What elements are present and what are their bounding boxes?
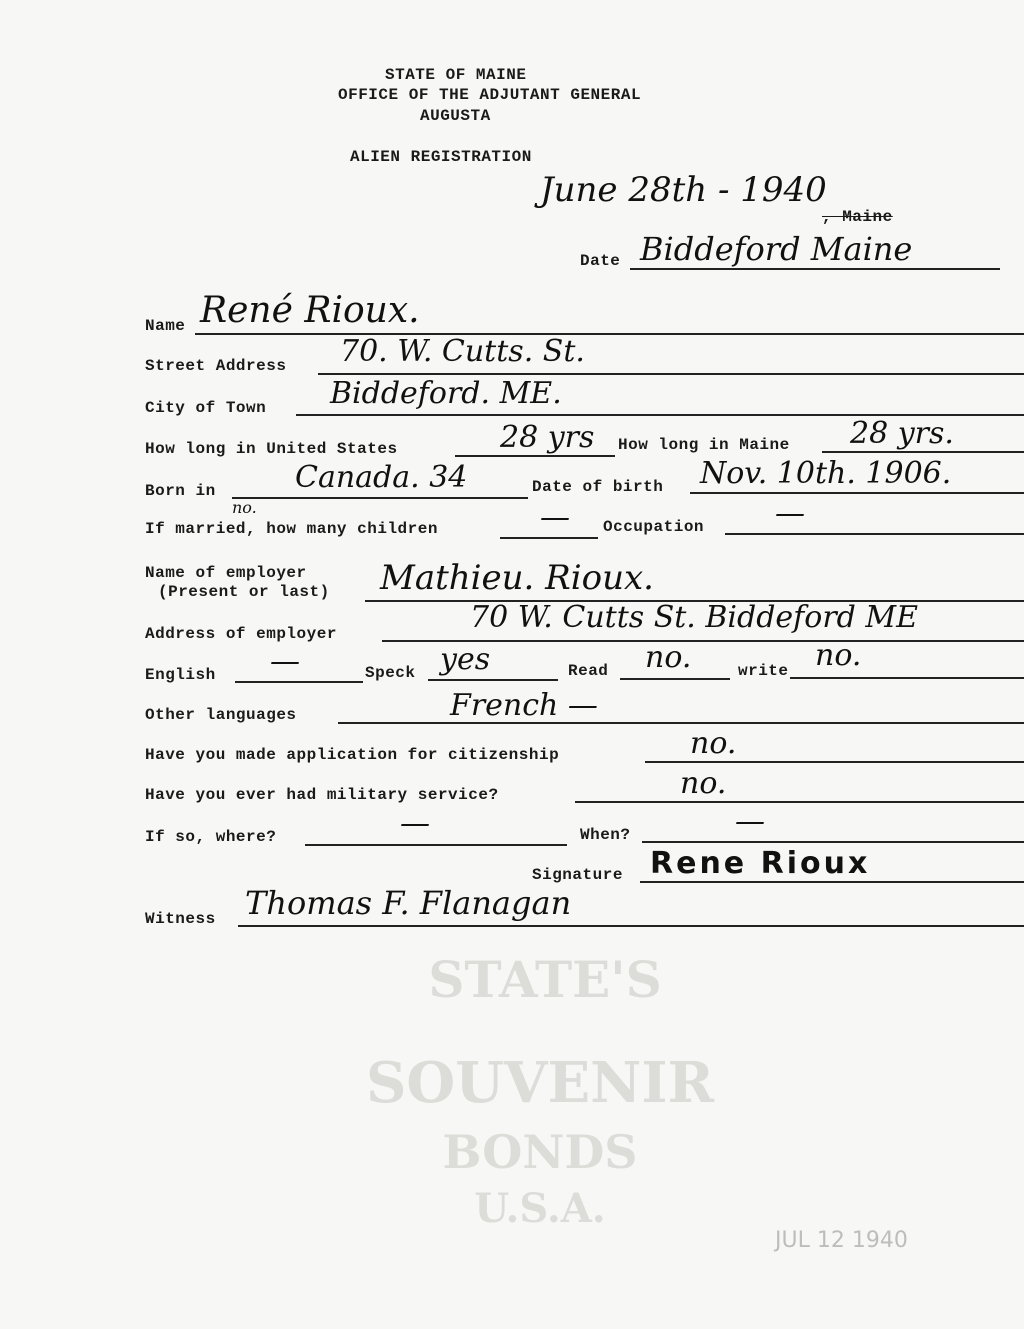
faded-stamp-line-4: U.S.A. — [474, 1185, 606, 1232]
street-value: 70. W. Cutts. St. — [340, 334, 585, 369]
street-label: Street Address — [145, 357, 287, 375]
us-years-line — [455, 455, 615, 457]
dob-label: Date of birth — [532, 478, 664, 496]
born-in-value: Canada. 34 — [295, 460, 468, 495]
occupation-value: — — [775, 496, 805, 531]
faded-stamp-line-3: BONDS — [442, 1125, 638, 1179]
header-state: STATE OF MAINE — [385, 66, 527, 84]
read-value: no. — [645, 640, 692, 675]
where-value: — — [400, 806, 430, 841]
english-line — [235, 681, 363, 683]
form-title: ALIEN REGISTRATION — [350, 148, 532, 166]
citizenship-line — [645, 761, 1024, 763]
born-in-label: Born in — [145, 482, 216, 500]
date-line — [630, 268, 1000, 270]
header-city: AUGUSTA — [420, 107, 491, 125]
other-languages-line — [338, 722, 1024, 724]
when-label: When? — [580, 826, 631, 844]
place-written: Biddeford Maine — [640, 230, 913, 268]
signature-label: Signature — [532, 866, 623, 884]
english-value: — — [270, 644, 300, 679]
when-value: — — [735, 804, 765, 839]
signature-value: Rene Rioux — [650, 846, 871, 881]
signature-line — [640, 881, 1024, 883]
military-value: no. — [680, 766, 727, 801]
maine-years-line — [822, 451, 1024, 453]
military-label: Have you ever had military service? — [145, 786, 499, 804]
speak-line — [428, 679, 558, 681]
received-stamp: JUL 12 1940 — [775, 1228, 908, 1253]
header-office: OFFICE OF THE ADJUTANT GENERAL — [338, 86, 642, 104]
speak-label: Speck — [365, 664, 416, 682]
maine-years-value: 28 yrs. — [850, 416, 954, 451]
date-label: Date — [580, 252, 621, 270]
other-languages-value: French — — [450, 688, 598, 723]
witness-value: Thomas F. Flanagan — [245, 884, 572, 922]
name-value: René Rioux. — [200, 290, 420, 331]
write-line — [790, 677, 1024, 679]
occupation-line — [725, 533, 1024, 535]
employer-label-line2: (Present or last) — [158, 583, 330, 601]
where-line — [305, 844, 567, 846]
read-line — [620, 678, 730, 680]
when-line — [642, 841, 1024, 843]
us-years-value: 28 yrs — [500, 420, 595, 455]
date-written: June 28th - 1940 — [540, 170, 827, 210]
born-in-line — [232, 497, 528, 499]
citizenship-value: no. — [690, 726, 737, 761]
children-line — [500, 537, 598, 539]
city-label: City of Town — [145, 399, 267, 417]
maine-suffix: , Maine — [822, 208, 893, 226]
us-years-label: How long in United States — [145, 440, 398, 458]
faded-stamp-line-1: STATE'S — [428, 950, 662, 1009]
read-label: Read — [568, 662, 609, 680]
write-value: no. — [815, 638, 862, 673]
children-annotation: no. — [232, 498, 257, 517]
employer-label-line1: Name of employer — [145, 564, 307, 582]
name-label: Name — [145, 317, 186, 335]
employer-value: Mathieu. Rioux. — [380, 558, 654, 598]
employer-address-label: Address of employer — [145, 625, 337, 643]
faded-stamp-line-2: SOUVENIR — [365, 1050, 715, 1116]
name-line — [195, 333, 1024, 335]
witness-label: Witness — [145, 910, 216, 928]
other-languages-label: Other languages — [145, 706, 297, 724]
dob-value: Nov. 10th. 1906. — [700, 456, 952, 491]
children-value: — — [540, 500, 570, 535]
city-value: Biddeford. ME. — [330, 376, 562, 411]
military-line — [575, 801, 1024, 803]
speak-value: yes — [440, 642, 491, 677]
dob-line — [690, 492, 1024, 494]
where-label: If so, where? — [145, 828, 277, 846]
write-label: write — [738, 662, 789, 680]
citizenship-label: Have you made application for citizenship — [145, 746, 560, 764]
employer-address-value: 70 W. Cutts St. Biddeford ME — [470, 600, 919, 635]
english-label: English — [145, 666, 216, 684]
maine-years-label: How long in Maine — [618, 436, 790, 454]
occupation-label: Occupation — [603, 518, 705, 536]
street-line — [318, 373, 1024, 375]
witness-line — [238, 925, 1024, 927]
children-label: If married, how many children — [145, 520, 438, 538]
